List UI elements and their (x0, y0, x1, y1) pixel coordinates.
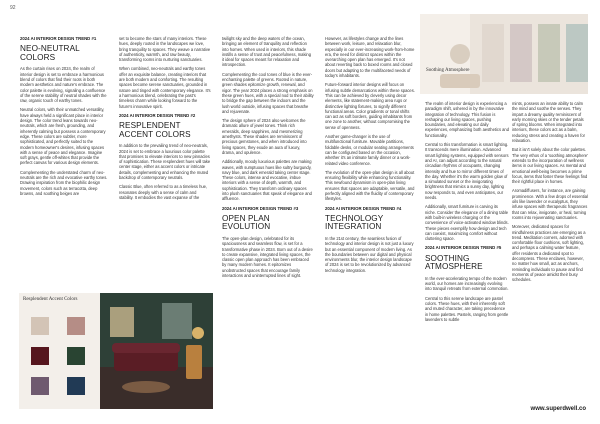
column-5 (425, 101, 509, 326)
soothing-atmosphere-image (420, 14, 588, 94)
swatch-3 (31, 347, 49, 365)
paragraph: Neutral colors, with their unmatched versatility, have always held a significant place in interior design. The color trend leans towards neo-neutrals, which are fresh, grounding, and inherently calming but possess a contemporary edge. These colors are subtler, more sophisticated, and perfectly suited to the modern homeowner's desires, infusing spaces with a sense of peace and elegance. Imagine soft grays, gentle off-whites that provide the perfect canvas for various design elements. (20, 107, 106, 166)
paragraph: Central to this serene landscape are pastel colors. These hues, with their inherently soft and muted character, are taking precedence in home palettes. Pastels, ranging from gentle lavenders to subtle (425, 295, 509, 322)
swatch-1 (31, 317, 49, 335)
trend-3-heading: OPEN PLAN EVOLUTION (222, 213, 271, 232)
paragraph: However, as lifestyles change and the lines between work, leisure, and relaxation blur, especially in our ever-increasing work-from-home era, the need for distinct spaces within the overarching open plan has emerged. It's not about reverting back to boxed rooms and closed doors but adapting to the multifaceted needs of today's inhabitants. (325, 36, 415, 79)
image-caption: Resplendent Accent Colors (23, 297, 78, 302)
paragraph: The evolution of the open-plan design is all about ensuring flexibility while enhancing functionality. This newfound dynamism in open-plan living ensures that spaces are adaptable, versatile, and perfectly aligned with the fluidity of contemporary lifestyles. (325, 169, 415, 202)
column-1 (20, 36, 108, 200)
trend-1-label: 2024 AI INTERIOR DESIGN TREND #1 (20, 36, 97, 41)
paragraph: Another game-changer is the use of multifunctional furniture. Movable partitions, foldable desks, or modular seating arrangements can be configured based on the occasion, whether it's an intimate family dinner or a work-related video conference. (325, 134, 414, 166)
paragraph: The realm of interior design is experiencing a paradigm shift, ushered in by the innovative integration of technology. This fusion is reshaping our living spaces, pushing boundaries, and elevating our daily experiences, emphasizing both aesthetics and functionality. (425, 101, 509, 138)
paragraph: twilight sky and the deep waters of the ocean, bringing an element of tranquility and reflection into homes. When used in interiors, this shade instills a sense of trust and peacefulness, making it ideal for spaces meant for relaxation and introspection. (222, 36, 311, 68)
paragraph: Moreover, dedicated spaces for mindfulness practices are emerging as a trend. Meditation corners, adorned with comfortable floor cushions, soft lighting, and perhaps a calming water feature, offer residents a dedicated spot to decompress. These enclaves, however, no matter how small, act as anchors, reminding individuals to pause and find moments of peace amidst their busy schedules. (512, 224, 586, 283)
column-6 (512, 101, 588, 287)
page-number: 92 (10, 5, 16, 11)
paragraph: In the ever-accelerating tempo of the modern world, our homes are increasingly evolving into tranquil retreats from external commotion. (425, 275, 509, 292)
swatch-6 (67, 377, 85, 395)
column-2 (119, 36, 211, 204)
trend-4-label: 2024 AI INTERIOR DESIGN TREND #4 (325, 205, 402, 211)
website-link[interactable]: www.superdwell.co (530, 406, 586, 412)
paragraph: The design sphere of 2024 also welcomes the dramatic allure of jewel tones. Think rich emeralds, deep sapphires, and mesmerizing amethysts. These shades are reminiscent of precious gemstones, and when introduced into living spaces, they exude an aura of luxury, drama, and opulence. (222, 118, 307, 155)
paragraph: Central to this transformation is smart lighting. It transcends mere illumination. Advanced smart lighting systems, equipped with sensors and AI, can adjust according to the natural circadian rhythms of occupants, changing intensity and hue to mirror different times of the day. Whether it's the warm golden glow of a simulated sunset or the invigorating brightness that mimics a sunny day, lighting now responds to, and even anticipates, our needs. (425, 142, 509, 201)
paragraph: mints, possess an innate ability to calm the mind and soothe the senses. They impart a dreamy quality reminiscent of early morning skies or the tender petals of spring blooms. When integrated into interiors, these colors act as a balm, reducing stress and creating a haven for relaxation. (512, 101, 586, 144)
trend-2-label: 2024 AI INTERIOR DESIGN TREND #2 (119, 112, 196, 118)
column-4 (325, 36, 415, 277)
paragraph: Additionally, smart furniture is carving its niche. Consider the elegance of a dining table with built-in wireless charging or the convenience of voice-activated window blinds. These pieces exemplify how design and tech can coexist, maximizing comfort without cluttering space. (425, 204, 509, 242)
paragraph: Additionally, moody luxurious palettes are making waves, with sumptuous hues like sultry burgundy, navy blue, and dark emerald taking center stage. These colors, intense and evocative, imbue interiors with a sense of depth, warmth, and sophistication. They transform ordinary spaces into plush sanctuaries that speak of elegance and affluence. (222, 159, 312, 202)
paragraph: In addition to the prevailing trend of neo-neutrals, 2024 is set to embrace a luxurious color palette that promises to elevate interiors to new pinnacles of sophistication. These resplendent hues will take center stage, either as accent colors or intricate details, complementing and enhancing the muted backdrop of contemporary neutrals. (119, 143, 211, 181)
paragraph: set to become the stars of many interiors. These hues, deeply rooted in the landscapes we love, bring tranquility to spaces. They weave a narrative of authenticity, warmth, and raw beauty, transforming rooms into nurturing sanctuaries. (119, 36, 211, 63)
image-caption: Soothing Atmosphere (426, 68, 470, 73)
trend-1-heading: NEO-NEUTRAL COLORS (20, 44, 80, 62)
trend-5-heading: SOOTHING ATMOSPHERE (425, 253, 483, 272)
paragraph: Future-forward interior designs will focus on infusing subtle demarcations within these spaces. This can be achieved by cleverly using decor elements, like statement-making area rugs or distinctive lighting fixtures, to signify different functional areas. Color gradients or tonal shifts can act as soft borders, guiding inhabitants from one zone to another, without compromising the sense of openness. (325, 82, 415, 130)
trend-3-label: 2024 AI INTERIOR DESIGN TREND #3 (222, 205, 299, 211)
paragraph: But it isn't solely about the color palettes. The very ethos of a 'soothing atmosphere' extends to the incorporation of wellness items in our living spaces. As mental and emotional well-being becomes a prime focus, items that foster these feelings find their rightful place in homes. (512, 147, 588, 185)
paragraph: The open-plan design, celebrated for its spaciousness and seamless flow, is set for a transformative phase in 2024. Born out of a desire to create expansive, integrated living spaces, the classic open plan approach has been embraced by many modern homes. It epitomizes unobstructed spaces that encourage family interactions and uninterrupted lines of sight. (222, 236, 313, 279)
paragraph: In the 21st century, the seamless fusion of technology and interior design is not just a luxury but an essential component of modern living. As the boundaries between our digital and physical environments blur, the interior design landscape of 2024 is set to be revolutionized by advanced technology integration. (325, 236, 414, 273)
trend-4-heading: TECHNOLOGY INTEGRATION (325, 213, 384, 232)
paragraph: Classic Blue, often referred to as a timeless hue, resonates deeply with a sense of calm and stability. It embodies the vast expanse of the (119, 184, 208, 200)
paragraph: Complementing the cool tones of blue is the ever-enchanting palette of greens. Rooted in nature, green shades epitomize growth, renewal, and vigor. The year 2024 places a strong emphasis on these green hues, with a special nod to their ability to bridge the gap between the indoors and the lush world outside, infusing spaces that breathe and rejuvenate. (222, 71, 314, 114)
column-3 (222, 36, 314, 282)
soothing-room-illustration (420, 14, 588, 94)
swatch-5 (31, 377, 49, 395)
swatch-4 (67, 347, 85, 365)
trend-2-heading: RESPLENDENT ACCENT COLORS (119, 121, 191, 139)
living-room-image (100, 293, 213, 409)
paragraph: Complementing the understated charm of neo-neutrals are the rich and evocative earthy tones. Drawing inspiration from the biophilic design movement, colors such as terracotta, deep browns, and soothing beiges are (20, 169, 108, 196)
paragraph: As the curtain rises on 2024, the realm of interior design is set to embrace a harmonious blend of colors that find their roots in both modern aesthetics and nature's embrace. The color palette is evolving, signaling a confluence of the serene stability of neutral shades with the raw, organic touch of earthy tones. (20, 66, 107, 104)
trend-5-label: 2024 AI INTERIOR DESIGN TREND #5 (425, 245, 502, 251)
swatch-2 (67, 317, 85, 335)
paragraph: Aromadiffusers, for instance, are gaining prominence. With a few drops of essential oils like lavender or eucalyptus, they infuse spaces with therapeutic fragrances that can relax, invigorate, or heal, turning rooms into rejuvenating sanctuaries. (512, 188, 588, 220)
paragraph: When combined, neo-neutrals and earthy tones offer an exquisite balance, creating interiors that are both modern and comforting. The resulting spaces become serene sanctuaries, grounded in nature and tinged with contemporary elegance. It's a harmonious blend, celebrating the past's timeless charm while looking forward to the future's innovative spirit. (119, 66, 211, 109)
room-illustration (100, 293, 213, 409)
